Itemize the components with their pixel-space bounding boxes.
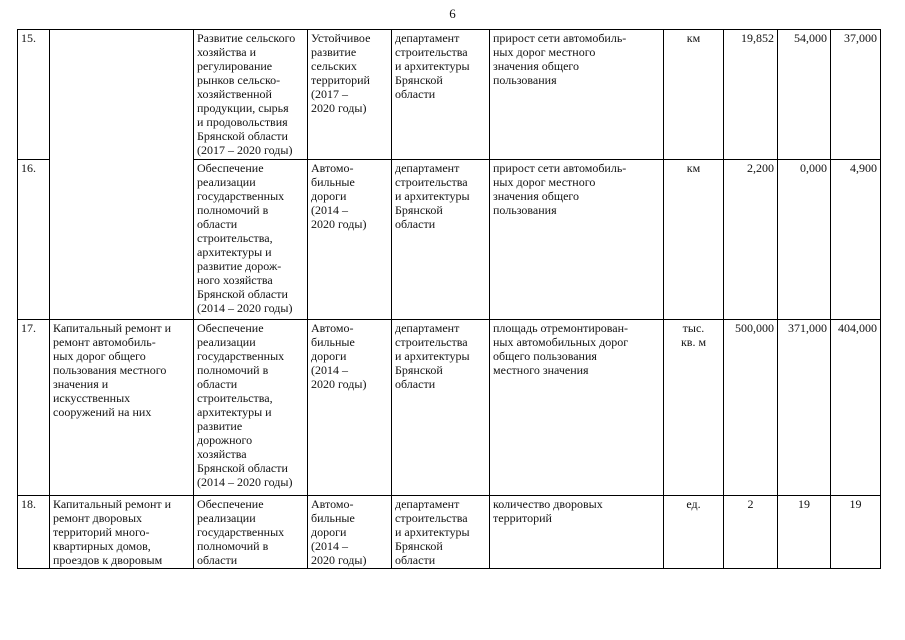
- value-cell: 2: [724, 496, 778, 569]
- value-cell: 371,000: [778, 320, 831, 496]
- unit-cell: км: [664, 30, 724, 160]
- indicator-cell: прирост сети автомобиль- ных дорог местного значения общего пользования: [490, 160, 664, 320]
- page-number: 6: [449, 6, 456, 21]
- table-row: [18, 30, 881, 160]
- executor-cell: департамент строительства и архитектуры Брянской области: [392, 160, 490, 320]
- event-cell: [50, 30, 194, 320]
- subprogram-cell: Автомо- бильные дороги (2014 – 2020 годы): [308, 320, 392, 496]
- value-cell: 19: [831, 496, 881, 569]
- value-cell: 37,000: [831, 30, 881, 160]
- unit-cell: тыс. кв. м: [664, 320, 724, 496]
- indicator-cell: площадь отремонтирован- ных автомобильных дорог общего пользования местного значения: [490, 320, 664, 496]
- row-number: 17.: [18, 320, 50, 496]
- program-cell: Развитие сельского хозяйства и регулирование рынков сельско- хозяйственной продукции, сырья и продовольствия Брянской области (2017 – 2020 годы): [194, 30, 308, 160]
- subprogram-cell: Устойчивое развитие сельских территорий (2017 – 2020 годы): [308, 30, 392, 160]
- unit-cell: ед.: [664, 496, 724, 569]
- row-number: 16.: [18, 160, 50, 320]
- value-cell: 404,000: [831, 320, 881, 496]
- table-row: [18, 496, 881, 569]
- value-cell: 0,000: [778, 160, 831, 320]
- indicator-cell: прирост сети автомобиль- ных дорог местного значения общего пользования: [490, 30, 664, 160]
- row-number: 15.: [18, 30, 50, 160]
- value-cell: 19,852: [724, 30, 778, 160]
- executor-cell: департамент строительства и архитектуры Брянской области: [392, 320, 490, 496]
- program-cell: Обеспечение реализации государственных полномочий в области: [194, 496, 308, 569]
- indicators-table: [17, 29, 881, 569]
- executor-cell: департамент строительства и архитектуры Брянской области: [392, 30, 490, 160]
- row-number: 18.: [18, 496, 50, 569]
- value-cell: 4,900: [831, 160, 881, 320]
- value-cell: 500,000: [724, 320, 778, 496]
- value-cell: 54,000: [778, 30, 831, 160]
- indicator-cell: количество дворовых территорий: [490, 496, 664, 569]
- executor-cell: департамент строительства и архитектуры Брянской области: [392, 496, 490, 569]
- program-cell: Обеспечение реализации государственных полномочий в области строительства, архитектуры и развитие дорож- ного хозяйства Брянской области (2014 – 2020 годы): [194, 160, 308, 320]
- program-cell: Обеспечение реализации государственных полномочий в области строительства, архитектуры и развитие дорожного хозяйства Брянской области (2014 – 2020 годы): [194, 320, 308, 496]
- event-cell: Капитальный ремонт и ремонт автомобиль- ных дорог общего пользования местного значения и искусственных сооружений на них: [50, 320, 194, 496]
- value-cell: 2,200: [724, 160, 778, 320]
- value-cell: 19: [778, 496, 831, 569]
- subprogram-cell: Автомо- бильные дороги (2014 – 2020 годы): [308, 160, 392, 320]
- table-row: [18, 320, 881, 496]
- unit-cell: км: [664, 160, 724, 320]
- event-cell: Капитальный ремонт и ремонт дворовых территорий много- квартирных домов, проездов к дворовым: [50, 496, 194, 569]
- subprogram-cell: Автомо- бильные дороги (2014 – 2020 годы): [308, 496, 392, 569]
